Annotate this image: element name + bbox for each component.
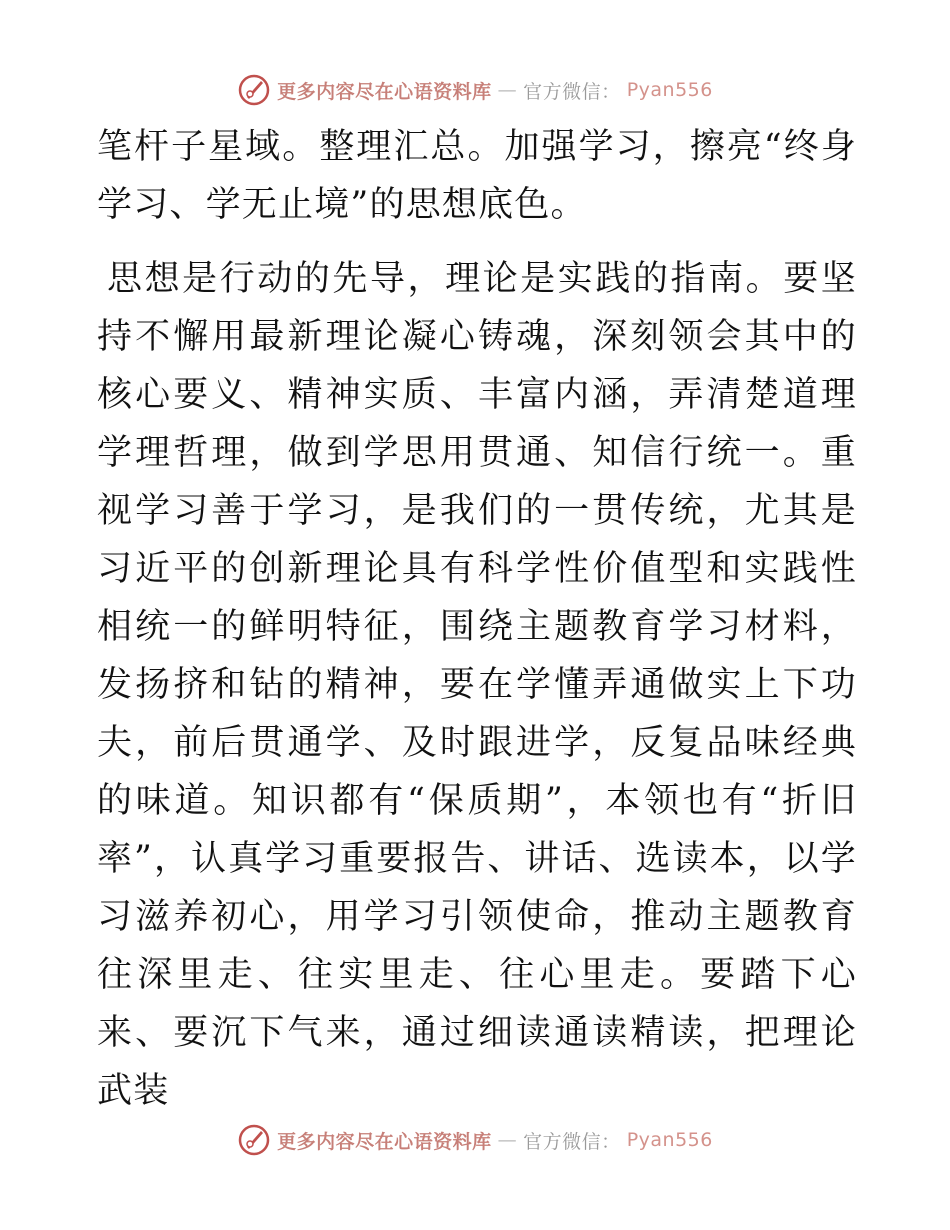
header-watermark xyxy=(0,70,950,110)
watermark-wechat-id: Pyan556 xyxy=(626,1129,713,1151)
watermark-main-text: 更多内容尽在心语资料库 xyxy=(277,1130,492,1153)
watermark-dash: — xyxy=(497,79,518,101)
watermark-dash: — xyxy=(497,1129,518,1151)
footer-watermark xyxy=(0,1120,950,1160)
document-body xyxy=(97,118,857,1120)
watermark-side-text: 官方微信： xyxy=(523,80,621,103)
watermark-main-text: 更多内容尽在心语资料库 xyxy=(277,80,492,103)
paragraph-1: 笔杆子星域。整理汇总。加强学习，擦亮“终身学习、学无止境”的思想底色。 xyxy=(97,127,857,225)
quill-logo-icon xyxy=(237,73,271,107)
paragraph-2: 思想是行动的先导，理论是实践的指南。要坚持不懈用最新理论凝心铸魂，深刻领会其中的核心要义、精神实质、丰富内涵，弄清楚道理学理哲理，做到学思用贯通、知信行统一。重视学习善于学习，是我们的一贯传统，尤其是习近平的创新理论具有科学性价值型和实践性相统一的鲜明特征，围绕主题教育学习材料，发扬挤和钻的精神，要在学懂弄通做实上下功夫，前后贯通学、及时跟进学，反复品味经典的味道。知识都有“保质期”，本领也有“折旧率”，认真学习重要报告、讲话、选读本，以学习滋养初心，用学习引领使命，推动主题教育往深里走、往实里走、往心里走。要踏下心来、要沉下气来，通过细读通读精读，把理论武装 xyxy=(97,259,857,1111)
watermark-wechat-id: Pyan556 xyxy=(626,79,713,101)
watermark-side-text: 官方微信： xyxy=(523,1130,621,1153)
quill-logo-icon xyxy=(237,1123,271,1157)
